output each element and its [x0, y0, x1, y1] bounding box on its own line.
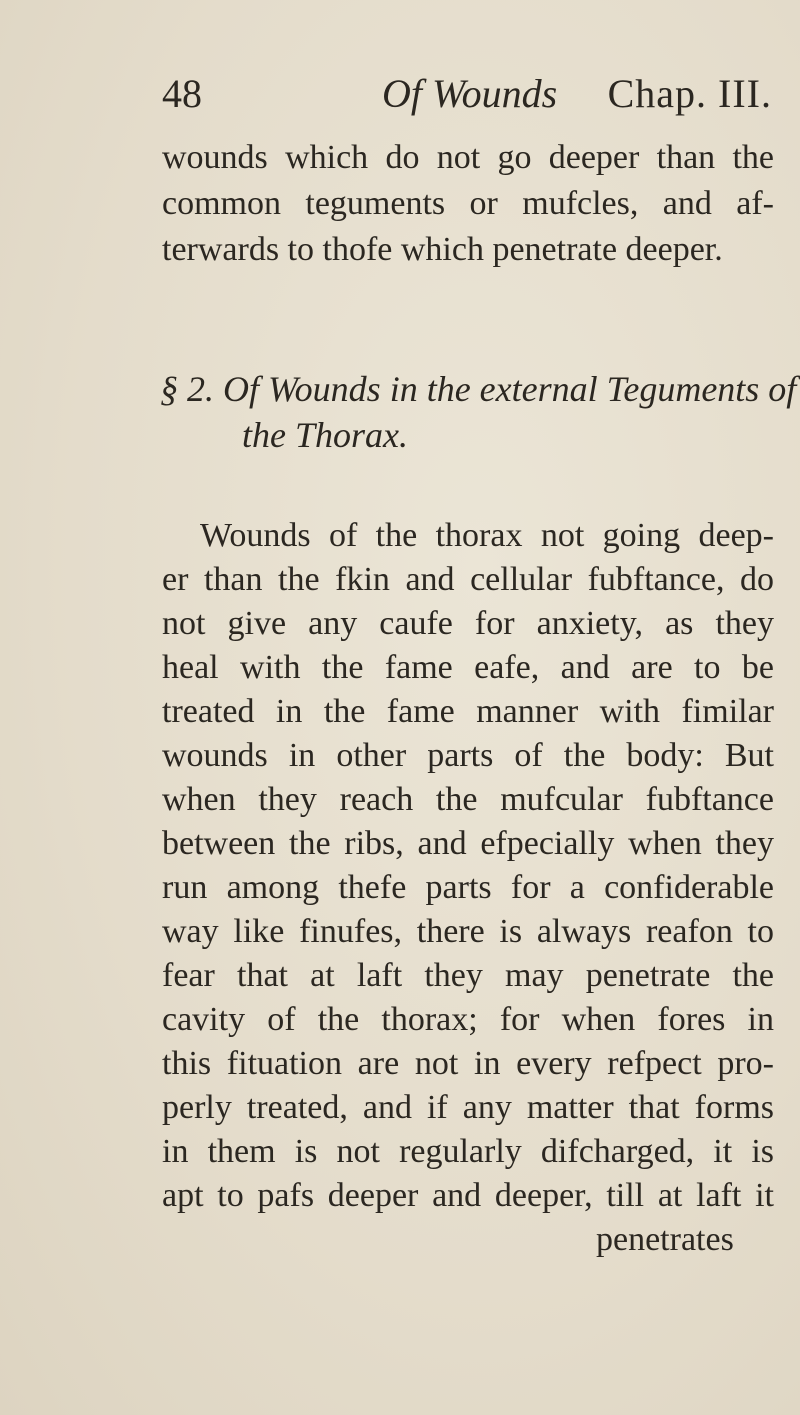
running-title: Of Wounds	[382, 71, 558, 116]
text-line: run among thefe parts for a confiderable	[162, 869, 774, 906]
text-line: this fituation are not in every refpect pro-	[162, 1045, 774, 1082]
text-line: er than the fkin and cellular fubftance, do	[162, 561, 774, 598]
text-line: heal with the fame eafe, and are to be	[162, 649, 774, 686]
text-line: common teguments or mufcles, and af-	[162, 185, 774, 222]
section-heading: § 2. Of Wounds in the external Teguments of	[160, 369, 797, 409]
text-line: wounds in other parts of the body: But	[162, 737, 774, 774]
text-line: between the ribs, and efpecially when they	[162, 825, 774, 862]
section-heading-continued: the Thorax.	[242, 415, 408, 455]
paragraph-first-line: Wounds of the thorax not going deep-	[200, 517, 774, 554]
page-number: 48	[162, 71, 202, 116]
text-line: apt to pafs deeper and deeper, till at laft it	[162, 1177, 774, 1214]
catchword: penetrates	[596, 1221, 734, 1258]
text-line: cavity of the thorax; for when fores in	[162, 1001, 774, 1038]
running-head	[162, 70, 772, 120]
text-line: in them is not regularly difcharged, it is	[162, 1133, 774, 1170]
text-line: perly treated, and if any matter that forms	[162, 1089, 774, 1126]
text-line: wounds which do not go deeper than the	[162, 139, 774, 176]
text-line: way like finufes, there is always reafon to	[162, 913, 774, 950]
text-line: treated in the fame manner with fimilar	[162, 693, 774, 730]
text-line: not give any caufe for anxiety, as they	[162, 605, 774, 642]
text-line: terwards to thofe which penetrate deeper.	[162, 231, 723, 268]
text-line: fear that at laft they may penetrate the	[162, 957, 774, 994]
text-line: when they reach the mufcular fubftance	[162, 781, 774, 818]
chapter-label: Chap. III.	[607, 71, 772, 116]
